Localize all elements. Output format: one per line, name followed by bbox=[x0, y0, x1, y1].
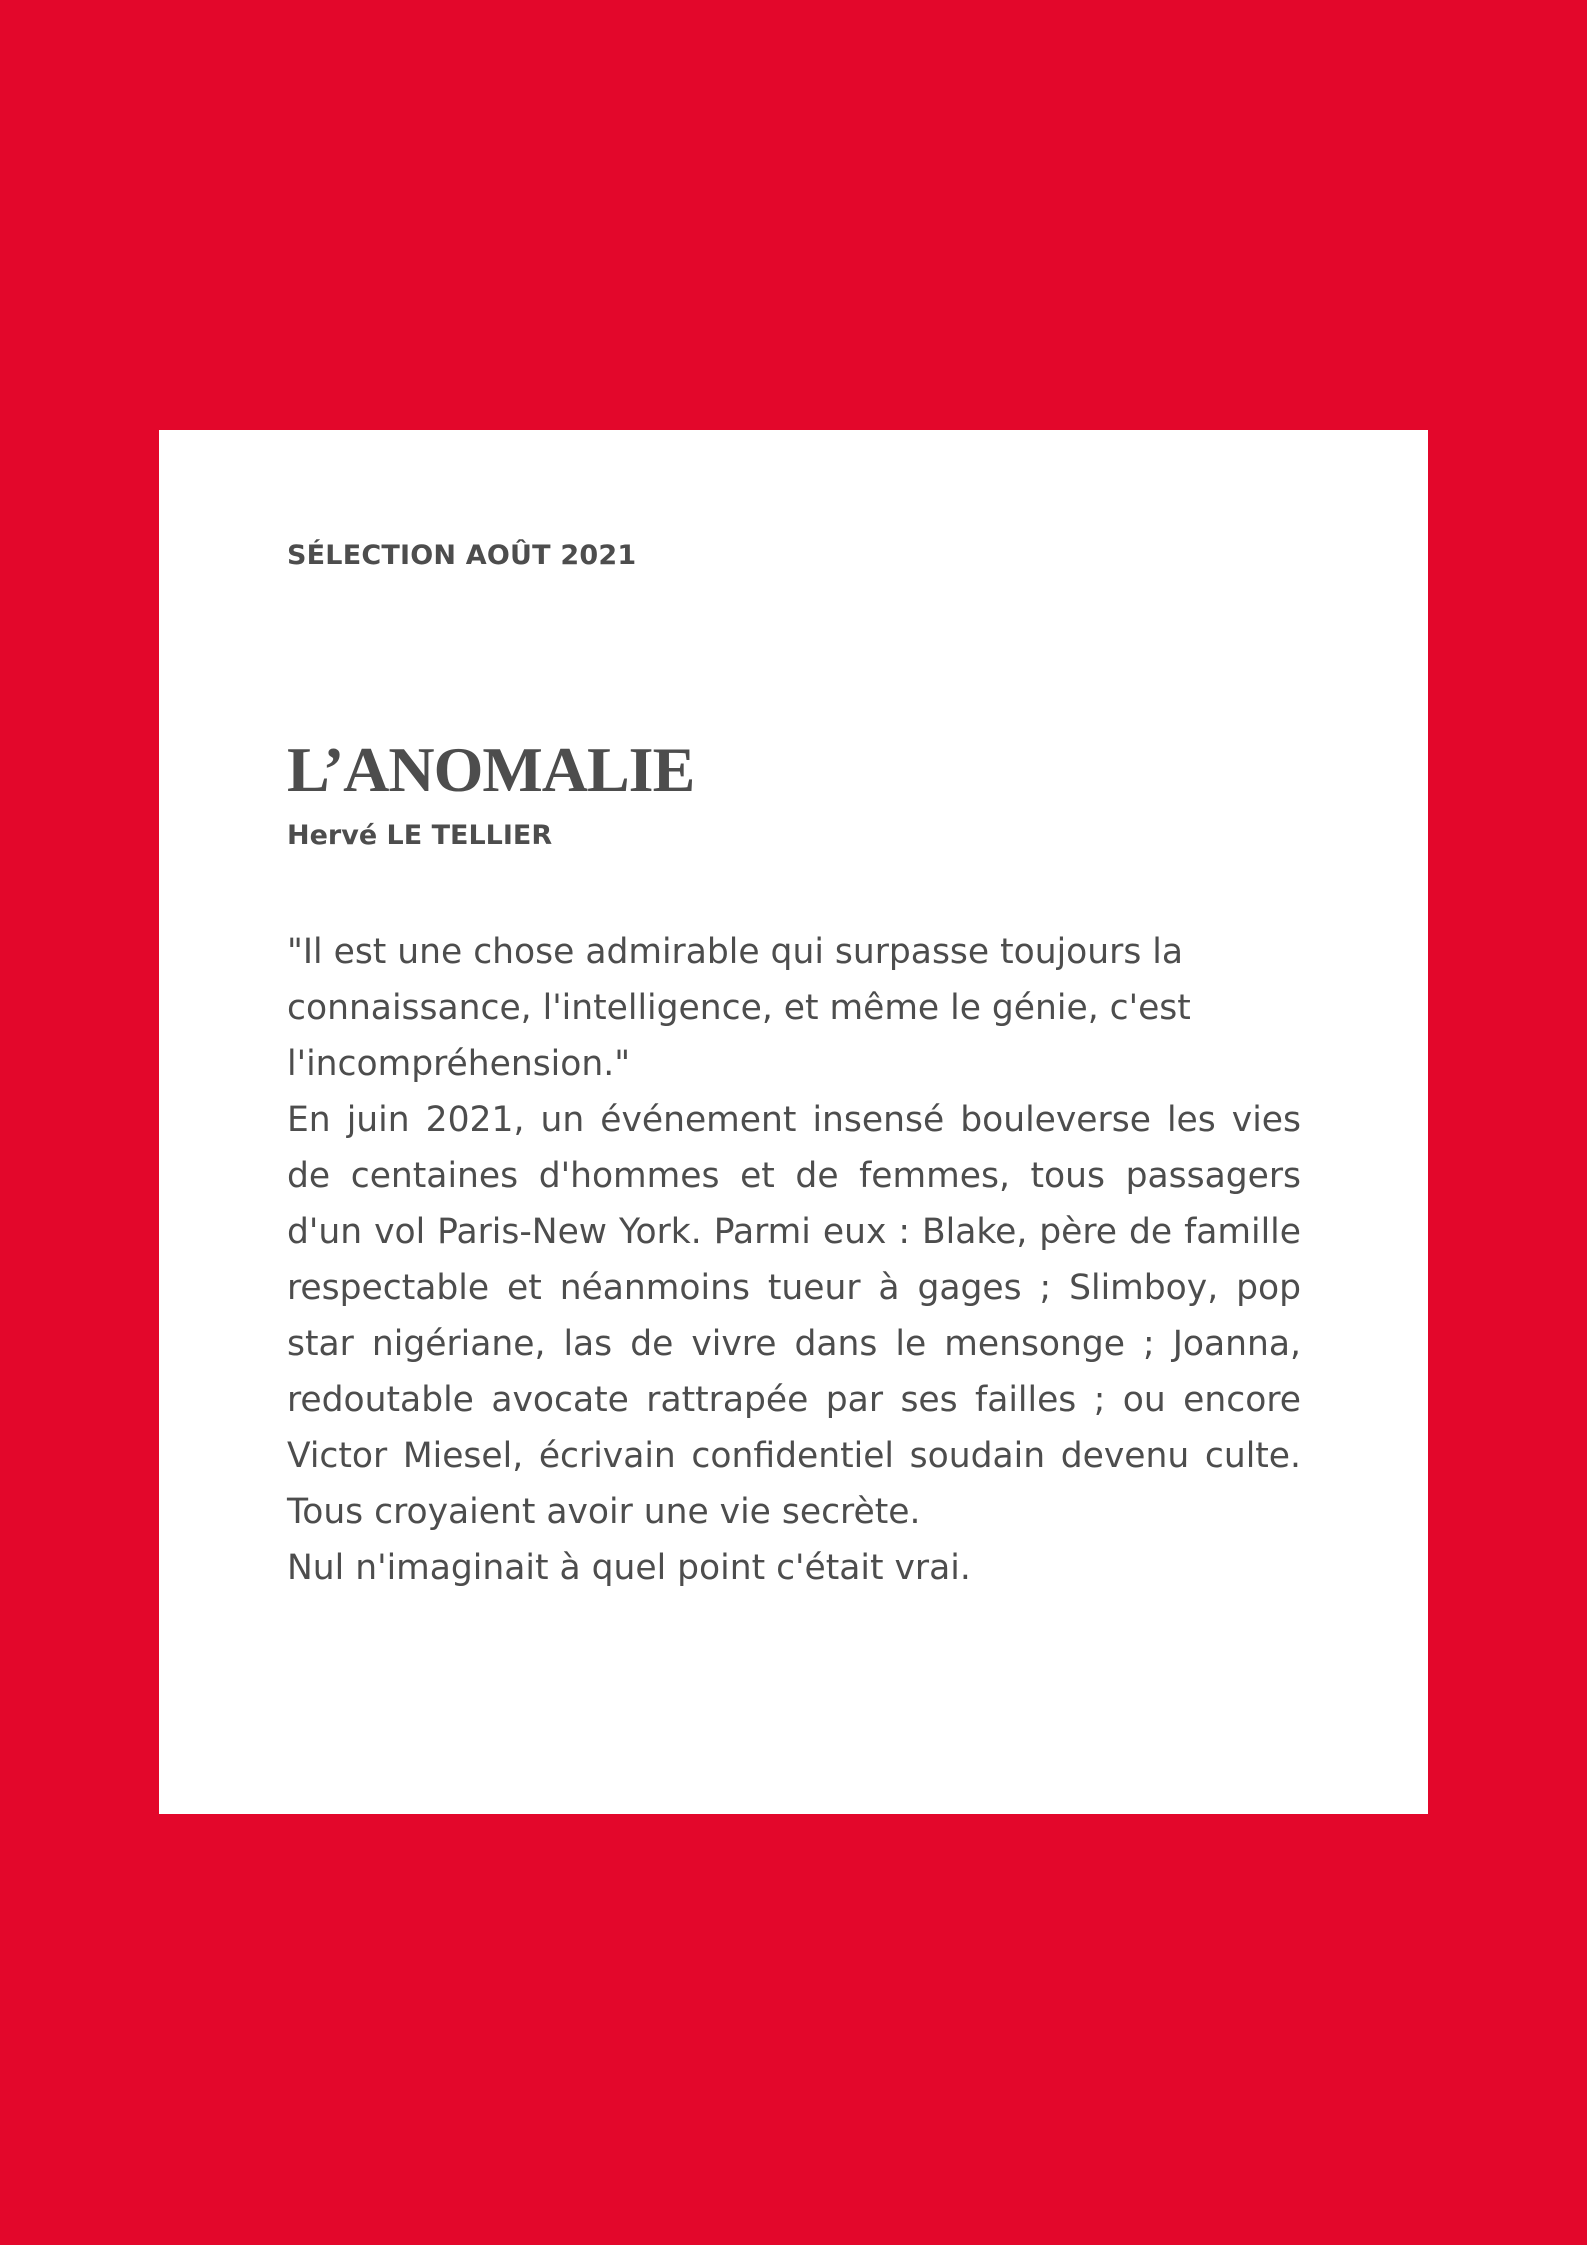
book-description bbox=[287, 924, 1301, 1596]
summary-paragraph: En juin 2021, un événement insensé bouleverse les vies de centaines d'hommes et de femmes, tous passagers d'un vol Paris-New York. Parmi eux : Blake, père de famille respectable et néanmoins tueur à gages ; Slimboy, pop star nigériane, las de vivre dans le mensonge ; Joanna, redoutable avocate rattrapée par ses failles ; ou encore Victor Miesel, écrivain confidentiel soudain devenu culte. Tous croyaient avoir une vie secrète. bbox=[287, 1100, 1301, 1532]
closing-paragraph: Nul n'imaginait à quel point c'était vrai. bbox=[287, 1548, 971, 1588]
book-author: Hervé LE TELLIER bbox=[287, 820, 553, 851]
book-card bbox=[159, 430, 1428, 1814]
quote-paragraph: "Il est une chose admirable qui surpasse toujours la connaissance, l'intelligence, et même le génie, c'est l'incompréhension." bbox=[287, 932, 1191, 1084]
selection-label: SÉLECTION AOÛT 2021 bbox=[287, 540, 637, 571]
book-title: L’ANOMALIE bbox=[287, 734, 695, 805]
